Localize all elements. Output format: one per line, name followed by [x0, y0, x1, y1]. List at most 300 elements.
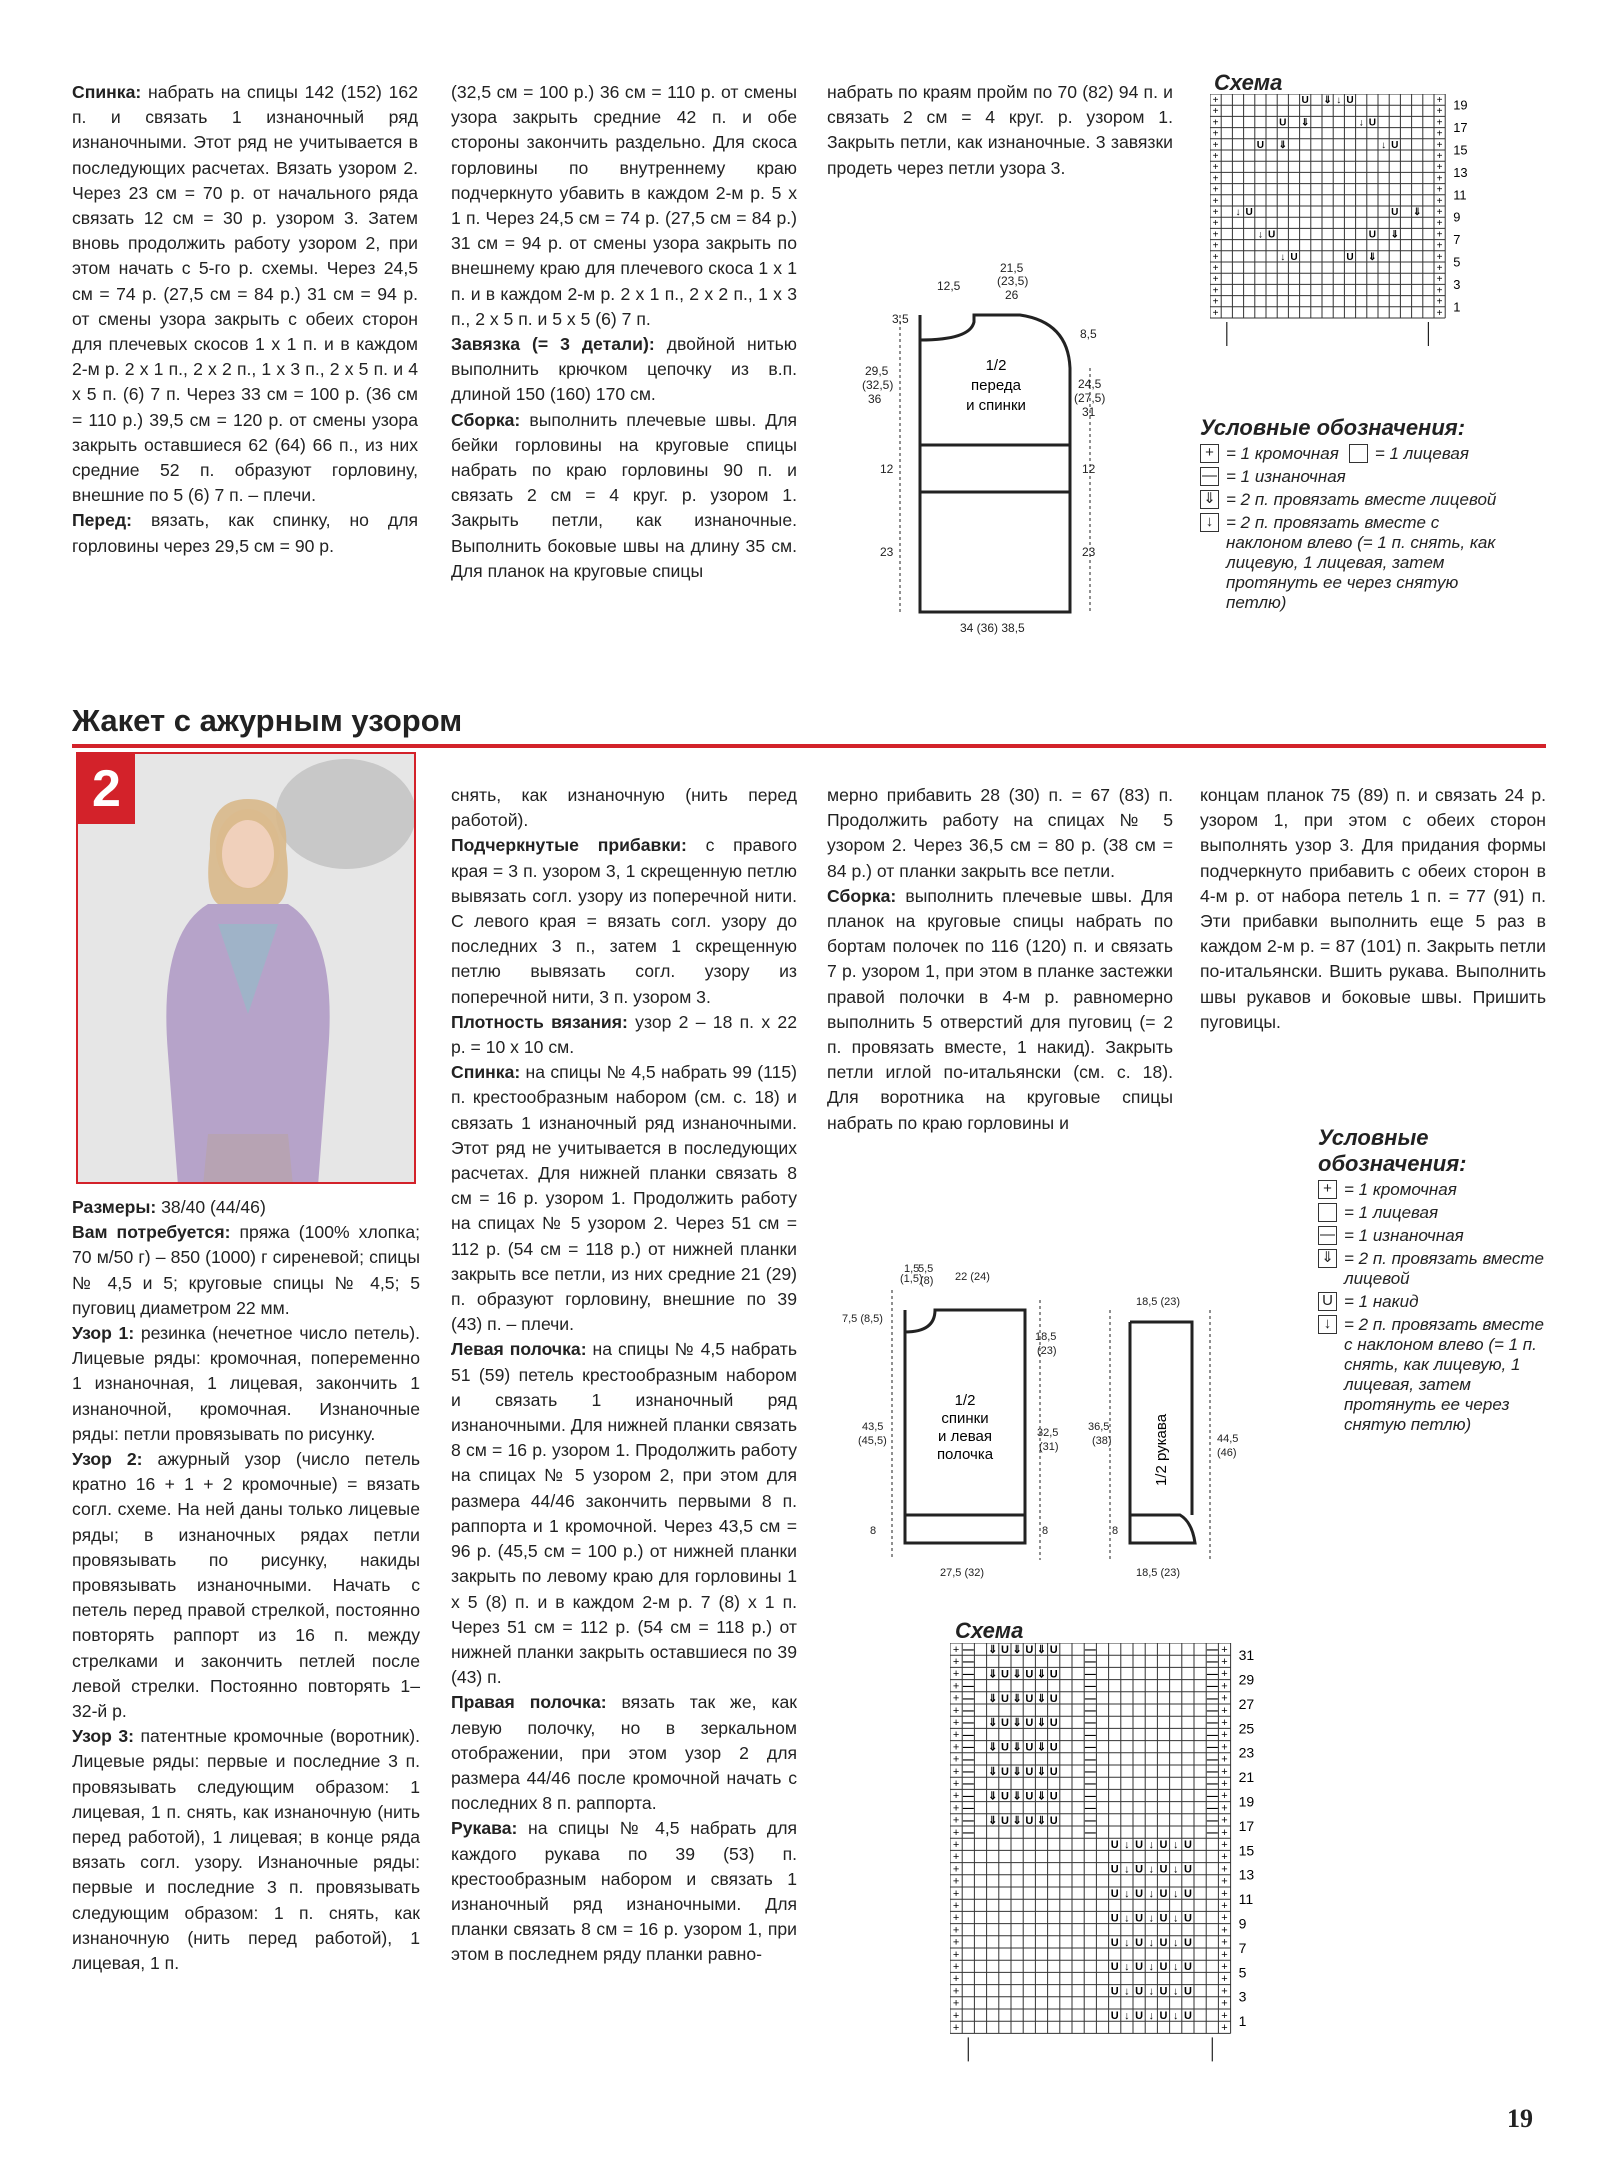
edge-stitch-mark: +	[952, 1826, 960, 1839]
stitch-symbol: U	[1183, 1888, 1192, 1901]
s2-dim: 5,5	[918, 1263, 934, 1275]
s2-dim: 22 (24)	[955, 1271, 990, 1283]
stitch-symbol: ⇓	[1036, 1717, 1047, 1730]
stitch-symbol: ⇓	[1412, 207, 1422, 219]
stitch-symbol: —	[1206, 1656, 1218, 1669]
s1-col3	[827, 80, 1173, 181]
edge-stitch-mark: +	[1221, 1814, 1228, 1827]
s2-dim: (8)	[920, 1275, 934, 1287]
stitch-symbol: ⇓	[1036, 1644, 1047, 1657]
s1-schema-title: Схема	[1214, 70, 1283, 95]
paragraph-lead: Сборка:	[451, 409, 521, 430]
stitch-symbol: —	[1084, 1729, 1096, 1742]
paragraph	[827, 884, 1173, 1136]
stitch-symbol: —	[1206, 1814, 1218, 1827]
stitch-symbol: —	[1084, 1644, 1096, 1657]
edge-stitch-mark: +	[1221, 1887, 1228, 1900]
edge-stitch-mark: +	[1221, 1973, 1228, 1986]
edge-stitch-mark: +	[952, 1668, 960, 1681]
s1-dim: 21,5	[1000, 261, 1024, 275]
paragraph	[1200, 783, 1546, 1035]
s1-legend-sym: +	[1200, 444, 1219, 463]
s1-dim: 34 (36) 38,5	[960, 621, 1025, 635]
paragraph-text: патентные кромочные (воротник). Лицевые ряды: первые и последние 3 п. провязывать следующим образом: 1 лицевая, 1 п. снять, как изнаночную (нить перед работой), 1 лицевая; в конце ряда вязать согл. узору. Изнаночные ряды: первые и последние 3 п. провязывать следующим образом: 1 п. снять, как изнаночную (нить перед работой), 1 лицевая, 1 п.	[72, 1726, 420, 1974]
stitch-symbol: —	[1084, 1802, 1096, 1815]
s1-dim: 24,5	[1078, 377, 1102, 391]
paragraph-text: набрать на спицы 142 (152) 162 п. и связать 1 изнаночный ряд изнаночными. Этот ряд не учитывается в последующих расчетах. Вязать узором 2. Через 23 см = 70 р. от начального ряда связать 12 см = 30 р. узором 3. Затем вновь продолжить работу узором 2, при этом начать с 5-го р. схемы. Через 24,5 см = 74 р. (27,5 см = 84 р.) 31 см = 94 р. от смены узора закрыть с обеих сторон для плечевых скосов 1 х 1 п. и в каждом 2-м р. 2 х 1 п., 2 х 2 п., 1 х 3 п., 2 х 5 п. и 4 х 5 п. (6) 7 п. Через 33 см = 100 р. (36 см = 110 р.) 39,5 см = 120 р. от смены узора закрыть оставшиеся 62 (64) 66 п., из них средние 52 п. образуют горловину, внешние по 5 (6) 7 п. – плечи.	[72, 82, 418, 506]
schema-row-number: 13	[1453, 164, 1468, 180]
stitch-symbol: U	[1025, 1692, 1034, 1705]
edge-stitch-mark: +	[1221, 1948, 1228, 1961]
s2-legend-row	[1318, 1292, 1558, 1312]
stitch-symbol: U	[1049, 1790, 1058, 1803]
s2-col2	[451, 783, 797, 1968]
stitch-symbol: ⇓	[1036, 1790, 1047, 1803]
stitch-symbol: ⇓	[1390, 229, 1400, 241]
stitch-symbol: U	[1346, 251, 1354, 263]
edge-stitch-mark: +	[952, 1643, 960, 1656]
stitch-symbol: ⇓	[1036, 1766, 1047, 1779]
stitch-symbol: U	[1183, 1912, 1192, 1925]
paragraph-lead: Правая полочка:	[451, 1692, 607, 1713]
schema-row-number: 17	[1238, 1817, 1255, 1834]
stitch-symbol: ↓	[1148, 1888, 1155, 1901]
edge-stitch-mark: +	[1221, 1765, 1228, 1778]
edge-stitch-mark: +	[1221, 1716, 1228, 1729]
s1-dim: 23	[880, 545, 894, 559]
paragraph	[72, 1724, 420, 1976]
edge-stitch-mark: +	[1221, 1680, 1228, 1693]
edge-stitch-mark: +	[1436, 229, 1443, 241]
edge-stitch-mark: +	[1221, 1790, 1228, 1803]
edge-stitch-mark: +	[1221, 1643, 1228, 1656]
edge-stitch-mark: +	[1436, 184, 1443, 196]
stitch-symbol: U	[1391, 207, 1399, 219]
s2-dim: (45,5)	[858, 1435, 887, 1447]
stitch-symbol: U	[1159, 1839, 1168, 1852]
paragraph-text: снять, как изнаночную (нить перед работой).	[451, 785, 797, 831]
stitch-symbol: U	[1346, 95, 1354, 107]
schema-row-number: 3	[1453, 276, 1461, 292]
edge-stitch-mark: +	[952, 1899, 960, 1912]
paragraph-lead: Завязка (= 3 детали):	[451, 334, 655, 355]
s1-legend	[1200, 415, 1530, 613]
paragraph-text: резинка (нечетное число петель). Лицевые ряды: кромочная, попеременно 1 изнаночная, 1 лицевая, закончить 1 изнаночной, кромочная. Изнаночные ряды: петли провязывать по рисунку.	[72, 1323, 420, 1444]
s2-legend-row	[1318, 1226, 1558, 1246]
s2-legend-sym: —	[1320, 1226, 1335, 1243]
stitch-symbol: ⇓	[1012, 1692, 1022, 1705]
stitch-symbol: U	[1000, 1644, 1009, 1657]
edge-stitch-mark: +	[1212, 150, 1219, 162]
paragraph	[451, 1060, 797, 1337]
edge-stitch-mark: +	[1436, 218, 1443, 230]
paragraph	[451, 332, 797, 408]
paragraph-lead: Спинка:	[451, 1062, 521, 1083]
stitch-symbol: U	[1000, 1790, 1009, 1803]
s2-dim: (1,5)	[900, 1273, 923, 1285]
edge-stitch-mark: +	[952, 2009, 960, 2022]
schema-row-number: 15	[1453, 142, 1468, 158]
stitch-symbol: ⇓	[988, 1766, 998, 1779]
stitch-symbol: U	[1256, 139, 1265, 151]
schema-row-number: 11	[1238, 1891, 1254, 1908]
edge-stitch-mark: +	[1212, 240, 1219, 252]
stitch-symbol: —	[1206, 1680, 1218, 1693]
stitch-symbol: ↓	[1172, 1985, 1179, 1998]
stitch-symbol: —	[962, 1644, 974, 1657]
s2-legend-row	[1318, 1180, 1558, 1200]
paragraph-lead: Плотность вязания:	[451, 1011, 628, 1032]
s2-dim: (23)	[1037, 1345, 1057, 1357]
s1-dim: 31	[1082, 405, 1096, 419]
model-photo	[76, 752, 416, 1184]
edge-stitch-mark: +	[952, 1790, 960, 1803]
paragraph-lead: Спинка:	[72, 82, 142, 102]
stitch-symbol: U	[1391, 139, 1399, 151]
page-number: 19	[1507, 2104, 1533, 2133]
s1-legend-text: = 2 п. провязать вместе с наклоном влево (= 1 п. снять, как лицевую, 1 лицевая, затем протянуть ее через снятую петлю)	[1226, 513, 1496, 612]
stitch-symbol: —	[1084, 1814, 1096, 1827]
stitch-symbol: —	[1084, 1778, 1096, 1791]
stitch-symbol: —	[962, 1741, 974, 1754]
stitch-symbol: —	[962, 1827, 974, 1840]
stitch-symbol: —	[962, 1753, 974, 1766]
s1-legend-text: = 2 п. провязать вместе лицевой	[1226, 490, 1497, 509]
s2-dim: 18,5 (23)	[1136, 1567, 1181, 1579]
paragraph-lead: Подчеркнутые прибавки:	[451, 835, 687, 856]
s1-dim: 3,5	[892, 312, 909, 326]
s2-dim: 18,5	[1035, 1331, 1057, 1343]
s1-dim: (27,5)	[1074, 391, 1106, 405]
paragraph-text: на спицы № 4,5 набрать 51 (59) петель крестообразным набором и связать 1 изнаночный ряд изнаночными. Для нижней планки связать 8 см = 16 р. узором 1. Продолжить работу на спицах № 5 узором 2, при этом для размера 44/46 закончить первыми 8 п. раппорта и 1 кромочной. Через 43,5 см = 96 р. (45,5 см = 100 р.) от нижней планки закрыть по левому краю для горловины 1 х 5 (8) п. и в каждом 2-м р. 7 (8) х 1 п. Через 51 см = 112 р. (54 см = 118 р.) от нижней планки закрыть оставшиеся по 39 (43) п.	[451, 1339, 797, 1688]
s1-outline	[920, 314, 980, 322]
edge-stitch-mark: +	[1221, 1997, 1228, 2010]
s2-dim: 36,5	[1088, 1421, 1110, 1433]
s1-legend-row	[1200, 467, 1530, 487]
stitch-symbol: —	[1084, 1717, 1096, 1730]
s2-dim: 1,5	[904, 1263, 920, 1275]
stitch-symbol: U	[1135, 1839, 1144, 1852]
stitch-symbol: U	[1290, 251, 1298, 263]
stitch-symbol: —	[1206, 1827, 1218, 1840]
stitch-symbol: U	[1183, 1985, 1192, 1998]
s1-legend-text: = 1 лицевая	[1374, 444, 1469, 463]
stitch-symbol: —	[1206, 1766, 1218, 1779]
schema-row-number: 27	[1238, 1695, 1255, 1712]
stitch-symbol: —	[962, 1705, 974, 1718]
schema-row-number: 11	[1453, 187, 1467, 203]
s2-legend-sym: ↓	[1318, 1315, 1337, 1334]
edge-stitch-mark: +	[952, 1960, 960, 1973]
edge-stitch-mark: +	[952, 1924, 960, 1937]
s1-legend-sym: ⇓	[1200, 490, 1219, 509]
paragraph-text: двойной нитью выполнить крючком цепочку из в.п. длиной 150 (160) 170 см.	[451, 334, 797, 405]
edge-stitch-mark: +	[1212, 128, 1219, 140]
edge-stitch-mark: +	[952, 1777, 960, 1790]
schema-row-number: 7	[1238, 1939, 1247, 1956]
stitch-symbol: U	[1159, 1863, 1168, 1876]
edge-stitch-mark: +	[1212, 173, 1219, 185]
stitch-symbol: U	[1368, 229, 1377, 241]
edge-stitch-mark: +	[952, 1716, 960, 1729]
edge-stitch-mark: +	[952, 1814, 960, 1827]
edge-stitch-mark: +	[1212, 106, 1219, 118]
schema-row-number: 7	[1453, 232, 1461, 248]
edge-stitch-mark: +	[952, 1948, 960, 1961]
stitch-symbol: ⇓	[1278, 139, 1288, 151]
edge-stitch-mark: +	[1221, 1899, 1228, 1912]
edge-stitch-mark: +	[1221, 2021, 1228, 2034]
stitch-symbol: ↓	[1336, 95, 1342, 107]
stitch-symbol: ⇓	[1012, 1790, 1022, 1803]
stitch-symbol: U	[1135, 1888, 1144, 1901]
stitch-symbol: U	[1110, 2010, 1119, 2023]
stitch-symbol: ⇓	[1036, 1692, 1047, 1705]
stitch-symbol: ↓	[1172, 1863, 1179, 1876]
edge-stitch-mark: +	[1221, 1729, 1228, 1742]
schema-row-number: 13	[1238, 1866, 1255, 1883]
paragraph	[451, 833, 797, 1009]
paragraph-text: узор 2 – 18 п. х 22 р. = 10 х 10 см.	[451, 1011, 797, 1058]
s2-col4	[1200, 783, 1546, 1035]
stitch-symbol: U	[1110, 1961, 1119, 1974]
stitch-symbol: —	[962, 1790, 974, 1803]
schema-row-number: 17	[1453, 120, 1468, 136]
s2-legend-text: = 1 накид	[1344, 1292, 1419, 1311]
stitch-symbol: —	[1206, 1778, 1218, 1791]
stitch-symbol: U	[1135, 2010, 1144, 2023]
stitch-symbol: U	[1183, 1961, 1192, 1974]
stitch-symbol: U	[1301, 95, 1309, 107]
paragraph	[72, 80, 418, 508]
schema-row-number: 1	[1453, 299, 1461, 315]
edge-stitch-mark: +	[1212, 94, 1219, 106]
stitch-symbol: ↓	[1148, 2010, 1155, 2023]
edge-stitch-mark: +	[1212, 162, 1219, 174]
s2-legend-title: Условные обозначения:	[1318, 1125, 1467, 1176]
paragraph-text: выполнить плечевые швы. Для бейки горловины на круговые спицы набрать по краю горловины 90 п. и связать 2 см = 4 круг. р. узором 1. Закрыть петли, как изнаночные. Выполнить боковые швы на длину 35 см. Для планок на круговые спицы	[451, 409, 797, 581]
stitch-symbol: U	[1183, 1863, 1192, 1876]
stitch-symbol: U	[1049, 1741, 1058, 1754]
stitch-symbol: U	[1049, 1668, 1058, 1681]
stitch-symbol: ⇓	[1300, 117, 1310, 129]
s2-legend-sym: ⇓	[1318, 1249, 1337, 1268]
stitch-symbol: —	[962, 1717, 974, 1730]
stitch-symbol: ⇓	[1036, 1741, 1047, 1754]
edge-stitch-mark: +	[952, 1936, 960, 1949]
edge-stitch-mark: +	[1212, 296, 1219, 308]
stitch-symbol: ⇓	[1012, 1668, 1022, 1681]
stitch-symbol: ⇓	[1368, 251, 1377, 263]
stitch-symbol: U	[1049, 1766, 1058, 1779]
stitch-symbol: ↓	[1172, 2010, 1179, 2023]
stitch-symbol: U	[1279, 117, 1287, 129]
paragraph	[451, 1010, 797, 1060]
stitch-symbol: —	[1206, 1668, 1218, 1681]
s1-col1	[72, 80, 418, 559]
s2-dim: 7,5 (8,5)	[842, 1313, 883, 1325]
stitch-symbol: —	[1206, 1790, 1218, 1803]
s2-schema-chart	[950, 1643, 1470, 2073]
stitch-symbol: U	[1135, 1961, 1144, 1974]
schema-row-number: 9	[1238, 1915, 1247, 1932]
schema-row-number: 31	[1238, 1647, 1255, 1664]
paragraph	[451, 1337, 797, 1690]
s2-legend-row	[1318, 1203, 1558, 1223]
stitch-symbol: ↓	[1172, 1839, 1179, 1852]
edge-stitch-mark: +	[952, 1838, 960, 1851]
s2-legend-sym: +	[1318, 1180, 1337, 1199]
paragraph	[451, 408, 797, 584]
paragraph-lead: Размеры:	[72, 1197, 157, 1217]
stitch-symbol: —	[962, 1766, 974, 1779]
stitch-symbol: ⇓	[988, 1790, 998, 1803]
stitch-symbol: U	[1025, 1766, 1034, 1779]
s2-dim: (38)	[1092, 1435, 1112, 1447]
edge-stitch-mark: +	[1221, 1875, 1228, 1888]
s2-garment-diagram	[840, 1260, 1260, 1590]
stitch-symbol: ⇓	[1012, 1717, 1022, 1730]
stitch-symbol: U	[1025, 1644, 1034, 1657]
edge-stitch-mark: +	[952, 1765, 960, 1778]
stitch-symbol: —	[1206, 1753, 1218, 1766]
s1-schema-chart	[1210, 94, 1530, 374]
s1-legend-row	[1200, 513, 1530, 613]
paragraph	[827, 80, 1173, 181]
stitch-symbol: U	[1159, 1961, 1168, 1974]
edge-stitch-mark: +	[1221, 1985, 1228, 1998]
edge-stitch-mark: +	[952, 1753, 960, 1766]
edge-stitch-mark: +	[1221, 1912, 1228, 1925]
paragraph	[451, 1816, 797, 1967]
s1-legend-sym: ↓	[1200, 513, 1219, 532]
paragraph-lead: Перед:	[72, 510, 132, 531]
paragraph	[72, 1321, 420, 1447]
edge-stitch-mark: +	[1212, 307, 1219, 319]
stitch-symbol: U	[1049, 1692, 1058, 1705]
stitch-symbol: ↓	[1148, 1863, 1155, 1876]
stitch-symbol: U	[1110, 1839, 1119, 1852]
stitch-symbol: U	[1000, 1741, 1009, 1754]
edge-stitch-mark: +	[1221, 1802, 1228, 1815]
stitch-symbol: ↓	[1172, 1912, 1179, 1925]
stitch-symbol: —	[962, 1778, 974, 1791]
paragraph-text: 38/40 (44/46)	[156, 1197, 266, 1217]
stitch-symbol: ⇓	[988, 1814, 998, 1827]
paragraph	[451, 1690, 797, 1816]
edge-stitch-mark: +	[952, 1973, 960, 1986]
stitch-symbol: —	[1206, 1802, 1218, 1815]
s1-dim: 12	[880, 462, 894, 476]
s1-dim: 29,5	[865, 364, 889, 378]
schema-row-number: 25	[1238, 1720, 1255, 1737]
edge-stitch-mark: +	[1221, 1826, 1228, 1839]
edge-stitch-mark: +	[1436, 285, 1443, 297]
heading-divider	[72, 744, 1546, 748]
stitch-symbol: —	[962, 1814, 974, 1827]
stitch-symbol: ⇓	[988, 1668, 998, 1681]
s2-dim: 43,5	[862, 1421, 884, 1433]
edge-stitch-mark: +	[1436, 296, 1443, 308]
stitch-symbol: U	[1110, 1888, 1119, 1901]
schema-row-number: 5	[1238, 1964, 1247, 1981]
edge-stitch-mark: +	[952, 1863, 960, 1876]
s1-dim: (23,5)	[997, 274, 1029, 288]
paragraph-lead: Вам потребуется:	[72, 1222, 231, 1243]
stitch-symbol: —	[1084, 1680, 1096, 1693]
stitch-symbol: —	[1084, 1668, 1096, 1681]
edge-stitch-mark: +	[952, 1875, 960, 1888]
s2-legend-sym: U	[1318, 1292, 1337, 1311]
s2-legend-text: = 2 п. провязать вместе лицевой	[1344, 1249, 1544, 1288]
edge-stitch-mark: +	[1212, 117, 1219, 129]
edge-stitch-mark: +	[952, 1741, 960, 1754]
paragraph-text: вязать так же, как левую полочку, но в зеркальном отображении, при этом узор 2 для размера 44/46 после кромочной начать с последних 8 п. раппорта.	[451, 1692, 797, 1814]
stitch-symbol: —	[1206, 1741, 1218, 1754]
stitch-symbol: ↓	[1124, 2010, 1130, 2023]
stitch-symbol: U	[1135, 1985, 1144, 1998]
stitch-symbol: ↓	[1148, 1936, 1155, 1949]
paragraph	[72, 1220, 420, 1321]
s1-legend-text: = 1 кромочная	[1226, 444, 1339, 463]
stitch-symbol: U	[1159, 2010, 1168, 2023]
edge-stitch-mark: +	[952, 1912, 960, 1925]
stitch-symbol: ↓	[1124, 1839, 1130, 1852]
s2-legend	[1318, 1125, 1558, 1435]
edge-stitch-mark: +	[1212, 251, 1219, 263]
stitch-symbol: ↓	[1124, 1936, 1130, 1949]
stitch-symbol: U	[1110, 1863, 1119, 1876]
edge-stitch-mark: +	[1436, 262, 1443, 274]
edge-stitch-mark: +	[1212, 139, 1219, 151]
s1-dim: 36	[868, 392, 882, 406]
stitch-symbol: U	[1183, 1936, 1192, 1949]
s2-legend-text: = 1 изнаночная	[1344, 1226, 1464, 1245]
edge-stitch-mark: +	[1221, 1668, 1228, 1681]
stitch-symbol: —	[1206, 1705, 1218, 1718]
stitch-symbol: ↓	[1280, 251, 1286, 263]
paragraph-lead: Левая полочка:	[451, 1339, 587, 1360]
edge-stitch-mark: +	[1212, 184, 1219, 196]
edge-stitch-mark: +	[1212, 274, 1219, 286]
stitch-symbol: —	[962, 1729, 974, 1742]
stitch-symbol: ↓	[1124, 1888, 1130, 1901]
stitch-symbol: —	[1084, 1656, 1096, 1669]
paragraph	[827, 783, 1173, 884]
schema-row-number: 15	[1238, 1842, 1255, 1859]
stitch-symbol: U	[1049, 1644, 1058, 1657]
edge-stitch-mark: +	[1221, 1777, 1228, 1790]
s1-dim: 12	[1082, 462, 1096, 476]
stitch-symbol: —	[1084, 1692, 1096, 1705]
paragraph-lead: Рукава:	[451, 1818, 518, 1839]
stitch-symbol: ↓	[1235, 207, 1241, 219]
stitch-symbol: —	[962, 1802, 974, 1815]
edge-stitch-mark: +	[1221, 1838, 1228, 1851]
paragraph-text: выполнить плечевые швы. Для планок на круговые спицы набрать по бортам полочек по 116 (120) п. и связать 7 р. узором 1, при этом в планке застежки правой полочки в 4-м р. равномерно выполнить 5 отверстий для пуговиц (= 2 п. провязать вместе, 1 накид). Закрыть петли иглой по-итальянски (см. с. 18). Для воротника на круговые спицы набрать по краю горловины и	[827, 885, 1173, 1133]
s1-legend-row	[1200, 444, 1530, 464]
s2-col3	[827, 783, 1173, 1136]
stitch-symbol: ⇓	[1012, 1644, 1022, 1657]
stitch-symbol: —	[1084, 1827, 1096, 1840]
s1-legend-text: = 1 изнаночная	[1226, 467, 1346, 486]
stitch-symbol: U	[1245, 207, 1253, 219]
section-heading: Жакет с ажурным узором	[72, 703, 463, 738]
stitch-symbol: —	[962, 1668, 974, 1681]
stitch-symbol: U	[1135, 1863, 1144, 1876]
stitch-symbol: —	[962, 1656, 974, 1669]
schema-row-number: 1	[1238, 2013, 1247, 2030]
